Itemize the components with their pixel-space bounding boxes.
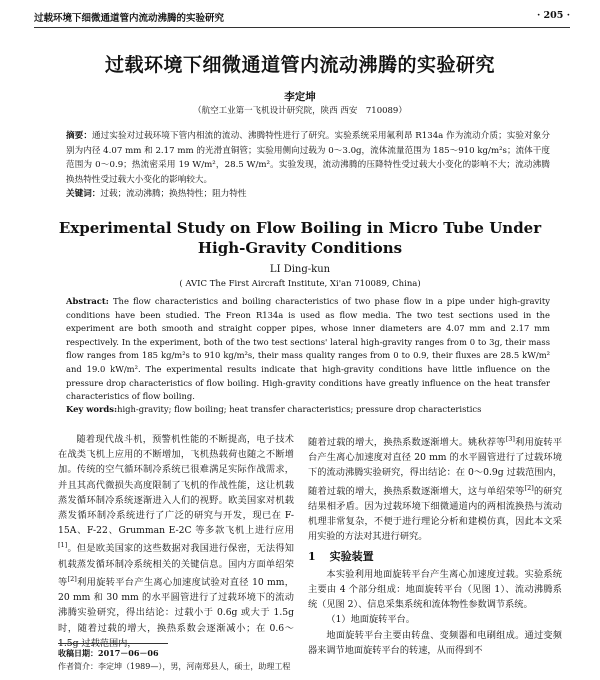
received-date: 收稿日期：2017－06－06 [58,648,159,658]
title-english-line1: Experimental Study on Flow Boiling in Micro Tube Under [58,219,542,237]
author-chinese: 李定坤 [284,91,316,103]
abstract-chinese-label: 摘要： [66,131,92,141]
page-number: · 205 · [536,10,570,21]
affiliation-chinese: （航空工业第一飞机设计研究院，陕西 西安 710089） [193,106,407,116]
author-english: LI Ding-kun [269,264,331,275]
abstract-english-label: Abstract: [66,296,109,306]
abstract-english-text: The flow characteristics and boiling characteristics of two phase flow in a pipe under high-gravity conditions have been studied. The Freon R134a is used as flow media. The two test sections used in the experiment are both smooth and straight copper pipes, whose inner diameters are 4.07 mm and 2.17 mm respectively. In the experiment, both of the two test sections' lateral high-gravity ranges from 0 to 3g, their mass flow ranges from 185 kg/m²s to 910 kg/m²s, their mass quality ranges from 0 to 0.9, their fluxes are 28.5 kW/m² and 19.0 kW/m². The experimental results indicate that high-gravity conditions have little influence on the pressure drop characteristics of flow boiling. High-gravity conditions have greatly influence on the heat transfer characteristics of flow boiling. [66,296,550,402]
body-text: 的研究结果相矛盾。因为过载环境下细微通道内的两相流换热与流动机理非常复杂，不便于进行理论分析和建模仿真，因此本文采用实验的方法对其进行研究。 [308,485,563,543]
section-heading [308,549,562,564]
abstract-chinese-text: 通过实验对过载环境下管内相流的流动、沸腾特性进行了研究。实验系统采用氟利昂 R134a 作为流动介质；实验对象分别为内径 4.07 mm 和 2.17 mm 的光滑直铜管；实验用侧向过载为 0～3.0g，流体流量范围为 185～910 kg/m²s；流体干度范围为 0～0.9；热流密采用 19 W/m²，28.5 W/m²。实验发现，流动沸腾的压降特性受过载大小变化的影响不大；流动沸腾换热特性受过载大小变化的影响较大。 [66,131,550,185]
body-paragraph [58,432,294,651]
body-column-right [308,432,562,658]
keywords-english [66,404,550,414]
abstract-english [66,295,550,404]
keywords-chinese-label: 关键词： [66,189,101,199]
running-head [34,10,570,28]
body-paragraph [308,432,562,545]
body-paragraph: 地面旋转平台主要由转盘、变频器和电刷组成。通过变频器来调节地面旋转平台的转速，从而得到不 [308,629,562,656]
footnotes [58,647,294,673]
title-english [0,218,600,258]
keywords-english-text: high-gravity; flow boiling; heat transfer characteristics; pressure drop characteristics [117,404,482,414]
footnote-divider [58,643,168,644]
body-paragraph: 本实验利用地面旋转平台产生离心加速度过载。实验系统主要由 4 个部分组成：地面旋转平台（见图 1）、流动沸腾系统（见图 2）、信息采集系统和流体物性参数调节系统。 [308,568,562,611]
author-info: 作者简介：李定坤（1989—），男，河南郑县人，硕士，助理工程 [58,662,291,671]
running-head-title: 过载环境下细微通道管内流动沸腾的实验研究 [34,13,225,24]
citation: [2] [524,483,534,492]
keywords-chinese-text: 过载；流动沸腾；换热特性；阻力特性 [100,189,247,199]
body-text: 利用旋转平台产生离心加速度对直径 20 mm 的水平圆管进行了过载环境下的流动沸腾实验研究，得出结论：在 0～0.9g 过载范围内，随着过载的增大，换热系数逐渐增大，这与单绍荣等 [308,437,563,497]
body-text: 利用旋转平台产生离心加速度试验对直径 10 mm，20 mm 和 30 mm 的水平圆管进行了过载环境下的流动沸腾实验研究，得出结论：过载小于 0.6g 或大于 1.5g 时，随着过载的增大，换热系数会逐渐减小；在 0.6～1.5g 过载范围内， [58,576,294,649]
body-text: 。但是欧美国家的这些数据对我国进行保密，无法得知机载蒸发循环制冷系统相关的关键信息。国内方面单绍荣等 [58,543,294,588]
affiliation-english: ( AVIC The First Aircraft Institute, Xi'an 710089, China) [179,279,421,289]
section-title: 实验装置 [329,549,374,563]
keywords-chinese [66,187,550,199]
section-number: 1 [308,549,316,563]
abstract-chinese [66,129,550,187]
title-english-line2: High-Gravity Conditions [197,239,403,257]
body-text: 随着现代战斗机，预警机性能的不断提高，电子技术在战类飞机上应用的不断增加，飞机热载荷也随之不断增加。传统的空气循环制冷系统已很难满足实际作战需求，并且其高代微损失高度限制了飞机的作战性能，这让机载蒸发循环制冷系统逐渐进入人们的视野。欧美国家对机载蒸发循环制冷系统进行了广泛的研究与开发，现已在 F-15A、F-22、Grumman E-2C 等多款飞机上进行应用 [58,434,294,537]
keywords-english-label: Key words: [66,404,118,414]
citation: [2] [67,574,77,583]
subsection-heading: （1）地面旋转平台。 [326,614,415,626]
title-chinese: 过载环境下细微通道管内流动沸腾的实验研究 [104,54,495,76]
citation: [3] [505,435,515,443]
body-column-left [58,432,294,651]
body-text: 随着过载的增大，换热系数逐渐增大。姚秋荐等 [308,437,506,449]
citation: [1] [58,541,68,550]
